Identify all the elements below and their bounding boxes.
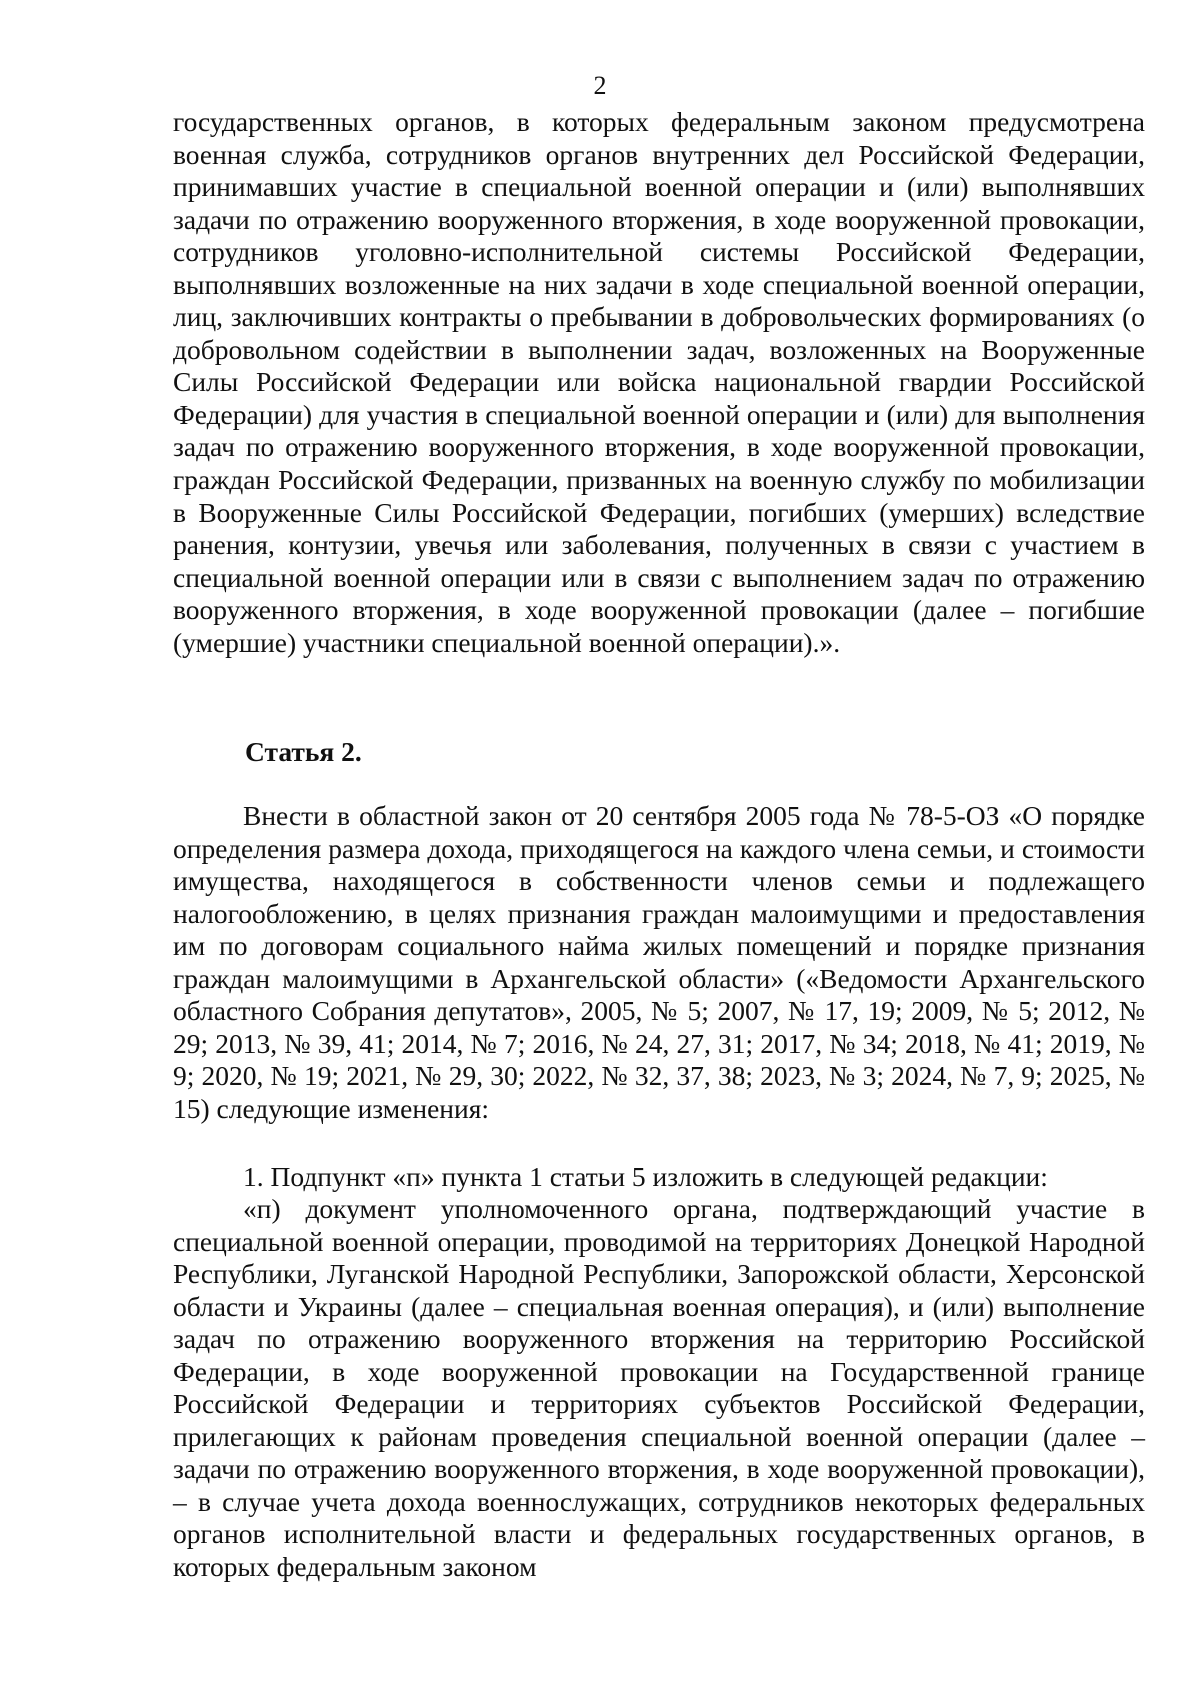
paragraph-amendment-intro: Внести в областной закон от 20 сентября 2005 года № 78-5-ОЗ «О порядке определения размера дохода, приходящегося на каждого члена семьи, и стоимости имущества, находящегося в собственности членов семьи и подлежащего налогообложению, в целях признания граждан малоимущими и предоставления им по договорам социального найма жилых помещений и порядке признания граждан малоимущими в Архангельской области» («Ведомости Архангельского областного Собрания депутатов», 2005, № 5; 2007, № 17, 19; 2009, № 5; 2012, № 29; 2013, № 39, 41; 2014, № 7; 2016, № 24, 27, 31; 2017, № 34; 2018, № 41; 2019, № 9; 2020, № 19; 2021, № 29, 30; 2022, № 32, 37, 38; 2023, № 3; 2024, № 7, 9; 2025, № 15) следующие изменения: — [173, 800, 1145, 1124]
paragraph-continuation: государственных органов, в которых федеральным законом предусмотрена военная служба, сотрудников органов внутренних дел Российской Федерации, принимавших участие в специальной военной операции и (или) выполнявших задачи по отражению вооруженного вторжения, в ходе вооруженной провокации, сотрудников уголовно-исполнительной системы Российской Федерации, выполнявших возложенные на них задачи в ходе специальной военной операции, лиц, заключивших контракты о пребывании в добровольческих формированиях (о добровольном содействии в выполнении задач, возложенных на Вооруженные Силы Российской Федерации или войска национальной гвардии Российской Федерации) для участия в специальной военной операции и (или) для выполнения задач по отражению вооруженного вторжения, в ходе вооруженной провокации, граждан Российской Федерации, призванных на военную службу по мобилизации в Вооруженные Силы Российской Федерации, погибших (умерших) вследствие ранения, контузии, увечья или заболевания, полученных в связи с участием в специальной военной операции или в связи с выполнением задач по отражению вооруженного вторжения, в ходе вооруженной провокации (далее – погибшие (умершие) участники специальной военной операции).». — [173, 106, 1145, 658]
paragraph-subitem-p: «п) документ уполномоченного органа, подтверждающий участие в специальной военной операции, проводимой на территориях Донецкой Народной Республики, Луганской Народной Республики, Запорожской области, Херсонской области и Украины (далее – специальная военная операция), и (или) выполнение задач по отражению вооруженного вторжения на территорию Российской Федерации, в ходе вооруженной провокации на Государственной границе Российской Федерации и территориях субъектов Российской Федерации, прилегающих к районам проведения специальной военной операции (далее – задачи по отражению вооруженного вторжения, в ходе вооруженной провокации), – в случае учета дохода военнослужащих, сотрудников некоторых федеральных органов исполнительной власти и федеральных государственных органов, в которых федеральным законом — [173, 1193, 1145, 1583]
paragraph-item-1: 1. Подпункт «п» пункта 1 статьи 5 изложить в следующей редакции: — [243, 1161, 1048, 1192]
page-number: 2 — [593, 71, 607, 100]
article-heading: Статья 2. — [245, 736, 362, 767]
